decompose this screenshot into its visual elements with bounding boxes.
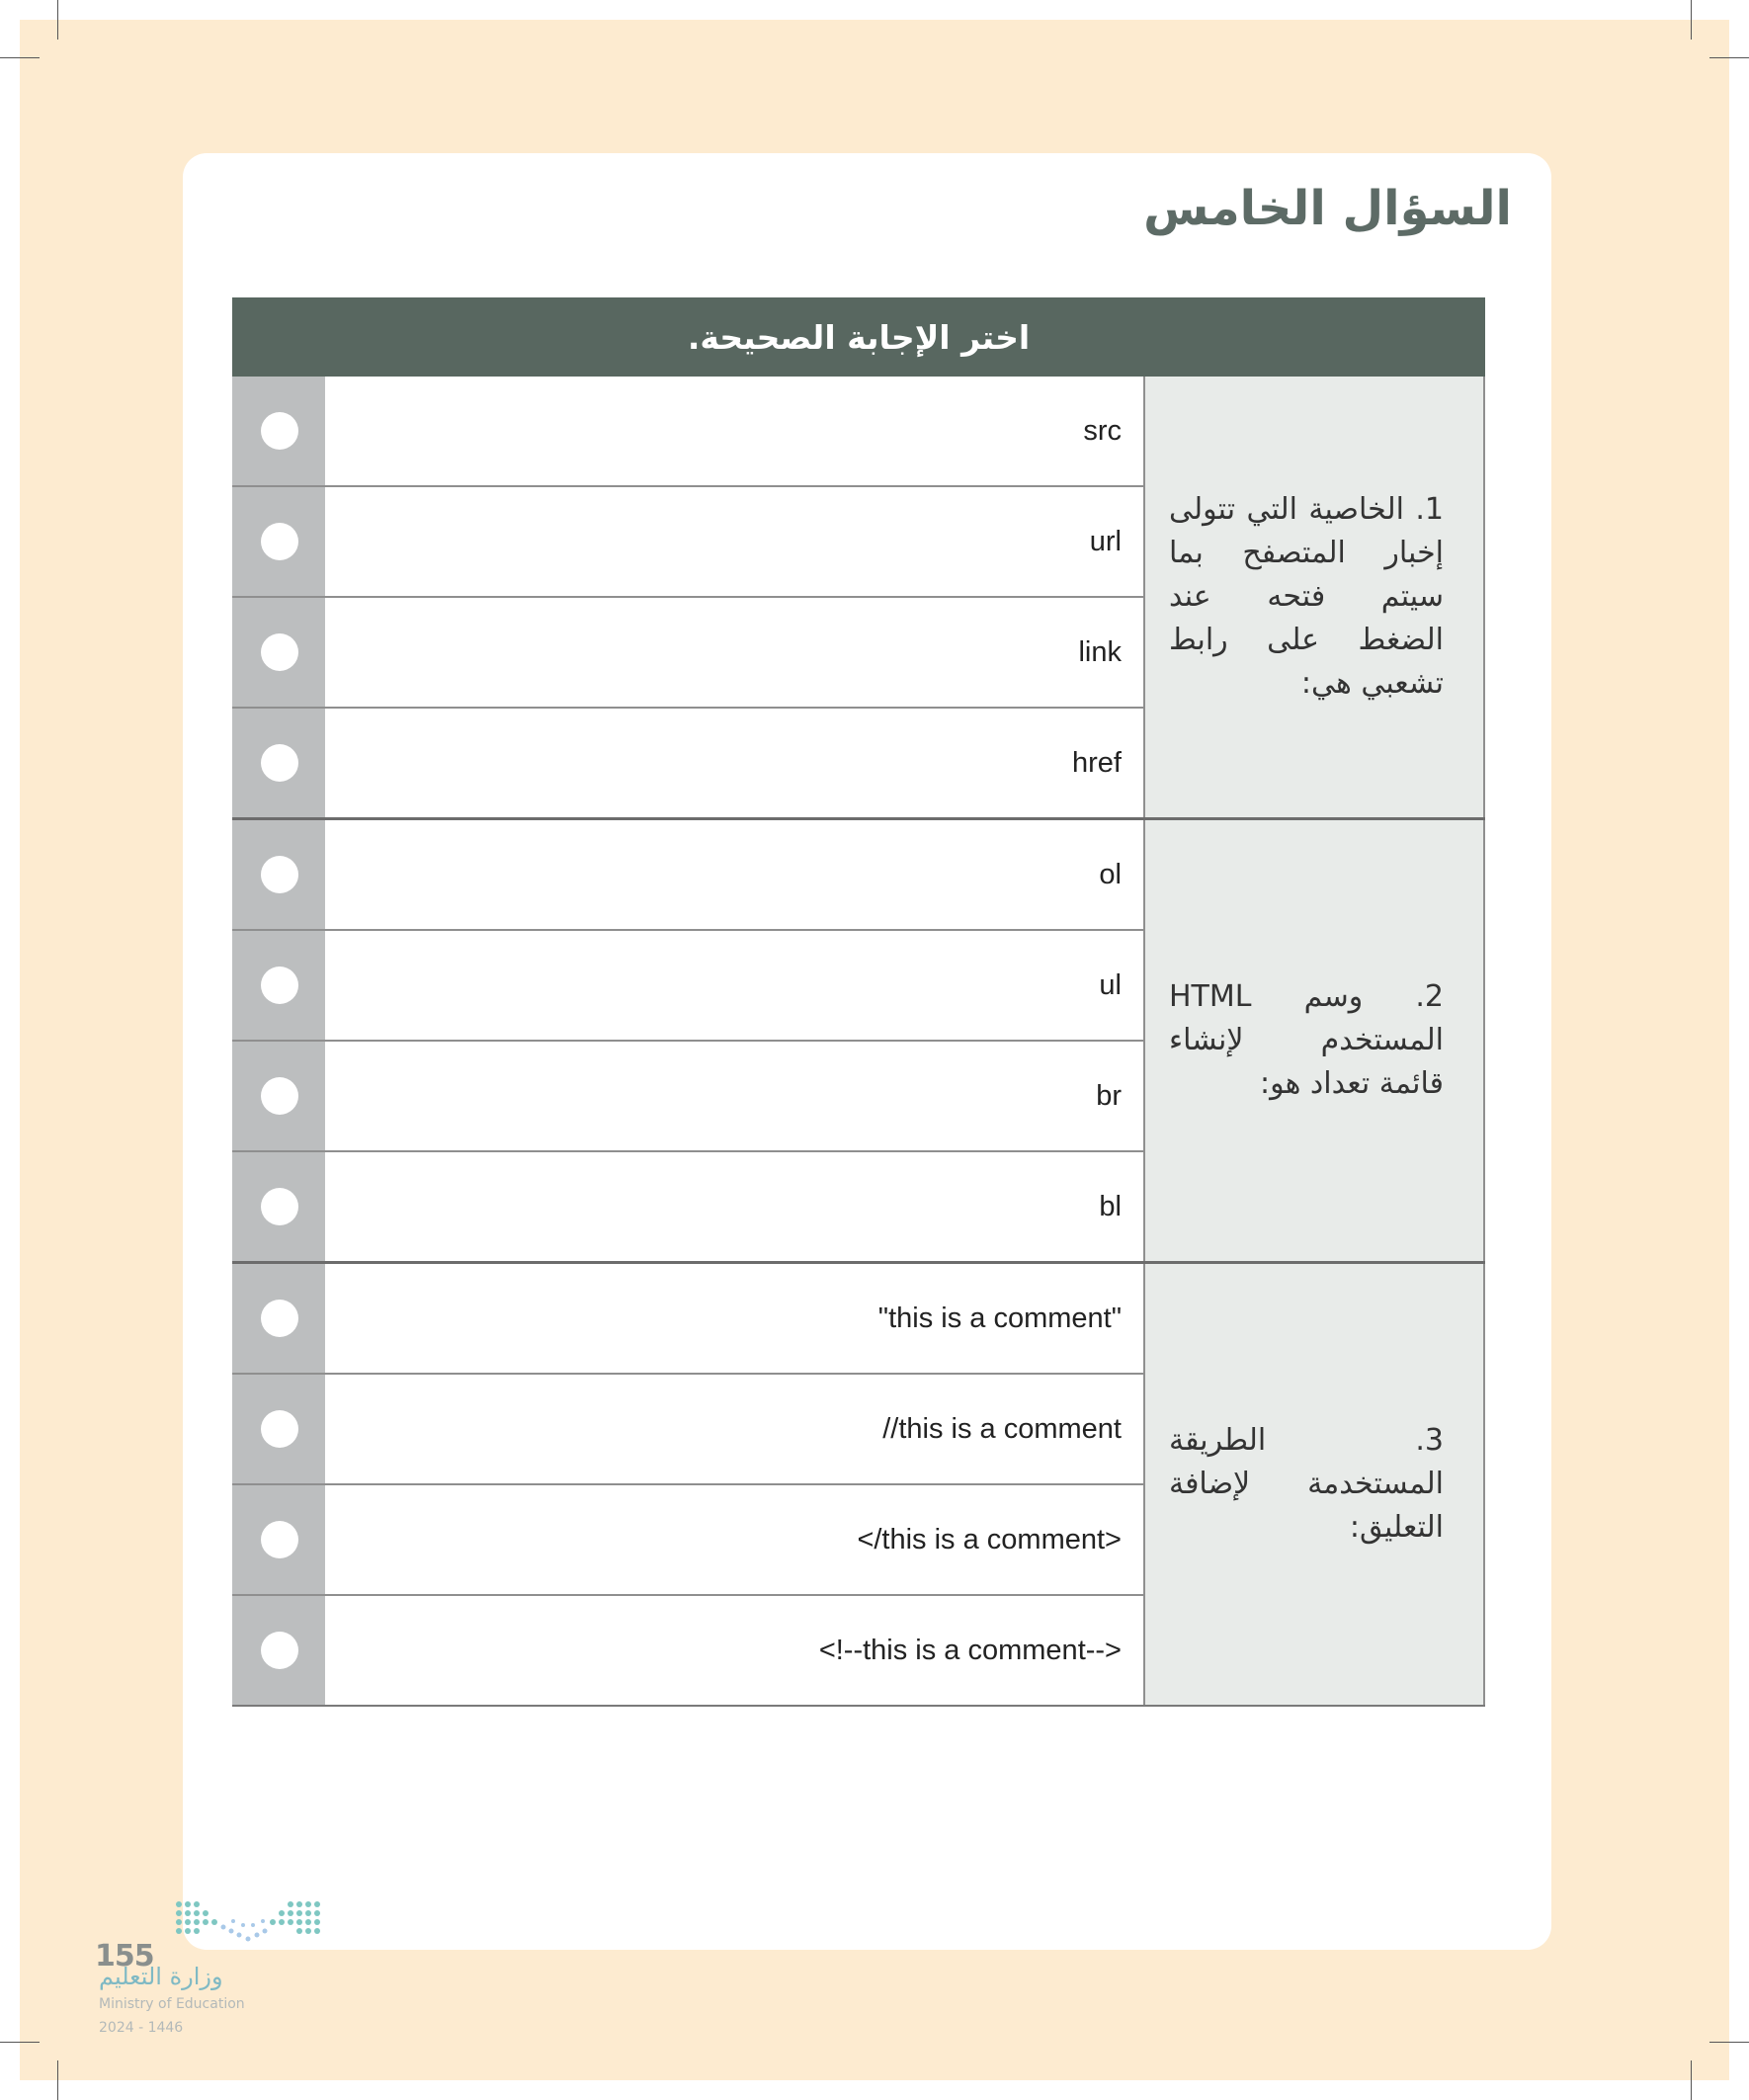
radio-button[interactable] xyxy=(261,1077,298,1115)
crop-mark xyxy=(1691,0,1692,40)
radio-button[interactable] xyxy=(261,1410,298,1448)
radio-button[interactable] xyxy=(261,412,298,450)
crop-mark xyxy=(1691,2060,1692,2100)
question-text: 3. الطريقة المستخدمة لإضافة التعليق: xyxy=(1169,1423,1444,1545)
radio-button[interactable] xyxy=(261,744,298,782)
ministry-logo-icon xyxy=(174,1899,322,1945)
option-row[interactable] xyxy=(232,820,1145,931)
option-label: ul xyxy=(325,931,1145,1040)
question-group-3 xyxy=(232,1264,1485,1707)
option-row[interactable] xyxy=(232,931,1145,1042)
option-label: //this is a comment xyxy=(325,1375,1145,1483)
option-label: "this is a comment" xyxy=(325,1264,1145,1373)
crop-mark xyxy=(1709,2042,1749,2043)
radio-button[interactable] xyxy=(261,1300,298,1337)
crop-mark xyxy=(1709,57,1749,58)
instruction-header: اختر الإجابة الصحيحة. xyxy=(232,297,1485,377)
option-row[interactable] xyxy=(232,1375,1145,1485)
option-row[interactable] xyxy=(232,709,1145,817)
option-label: href xyxy=(325,709,1145,817)
option-row[interactable] xyxy=(232,1264,1145,1375)
edition-year: 2024 - 1446 xyxy=(99,2020,184,2036)
options-list xyxy=(232,820,1145,1261)
option-label: <!--this is a comment--> xyxy=(325,1596,1145,1705)
question-card xyxy=(183,153,1551,1950)
option-row[interactable] xyxy=(232,1042,1145,1152)
question-cell xyxy=(1145,820,1485,1261)
options-list xyxy=(232,377,1145,817)
radio-button[interactable] xyxy=(261,523,298,560)
radio-button[interactable] xyxy=(261,1188,298,1225)
crop-mark xyxy=(57,2060,58,2100)
option-label: bl xyxy=(325,1152,1145,1261)
radio-button[interactable] xyxy=(261,1521,298,1558)
radio-button[interactable] xyxy=(261,966,298,1004)
question-text: 1. الخاصية التي تتولى إخبار المتصفح بما سيتم فتحه عند الضغط على رابط تشعبي هي: xyxy=(1169,492,1444,701)
question-cell xyxy=(1145,1264,1485,1705)
option-label: br xyxy=(325,1042,1145,1150)
radio-button[interactable] xyxy=(261,633,298,671)
crop-mark xyxy=(0,2042,40,2043)
option-label: </this is a comment> xyxy=(325,1485,1145,1594)
radio-button[interactable] xyxy=(261,856,298,893)
crop-mark xyxy=(0,57,40,58)
question-title: السؤال الخامس xyxy=(1143,181,1512,236)
option-row[interactable] xyxy=(232,598,1145,709)
ministry-name-arabic: وزارة التعليم xyxy=(99,1963,223,1990)
ministry-name-english: Ministry of Education xyxy=(99,1996,245,2012)
option-row[interactable] xyxy=(232,1485,1145,1596)
option-label: ol xyxy=(325,820,1145,929)
options-list xyxy=(232,1264,1145,1705)
question-cell xyxy=(1145,377,1485,817)
page-number: 155 xyxy=(95,1939,154,1974)
question-group-2 xyxy=(232,820,1485,1264)
option-label: src xyxy=(325,377,1145,485)
crop-mark xyxy=(57,0,58,40)
option-label: link xyxy=(325,598,1145,707)
option-row[interactable] xyxy=(232,1152,1145,1261)
option-label: url xyxy=(325,487,1145,596)
option-row[interactable] xyxy=(232,377,1145,487)
question-text: 2. وسم HTML المستخدم لإنشاء قائمة تعداد هو: xyxy=(1169,979,1444,1101)
question-group-1 xyxy=(232,377,1485,820)
option-row[interactable] xyxy=(232,1596,1145,1705)
option-row[interactable] xyxy=(232,487,1145,598)
quiz-table xyxy=(232,297,1485,1707)
radio-button[interactable] xyxy=(261,1632,298,1669)
